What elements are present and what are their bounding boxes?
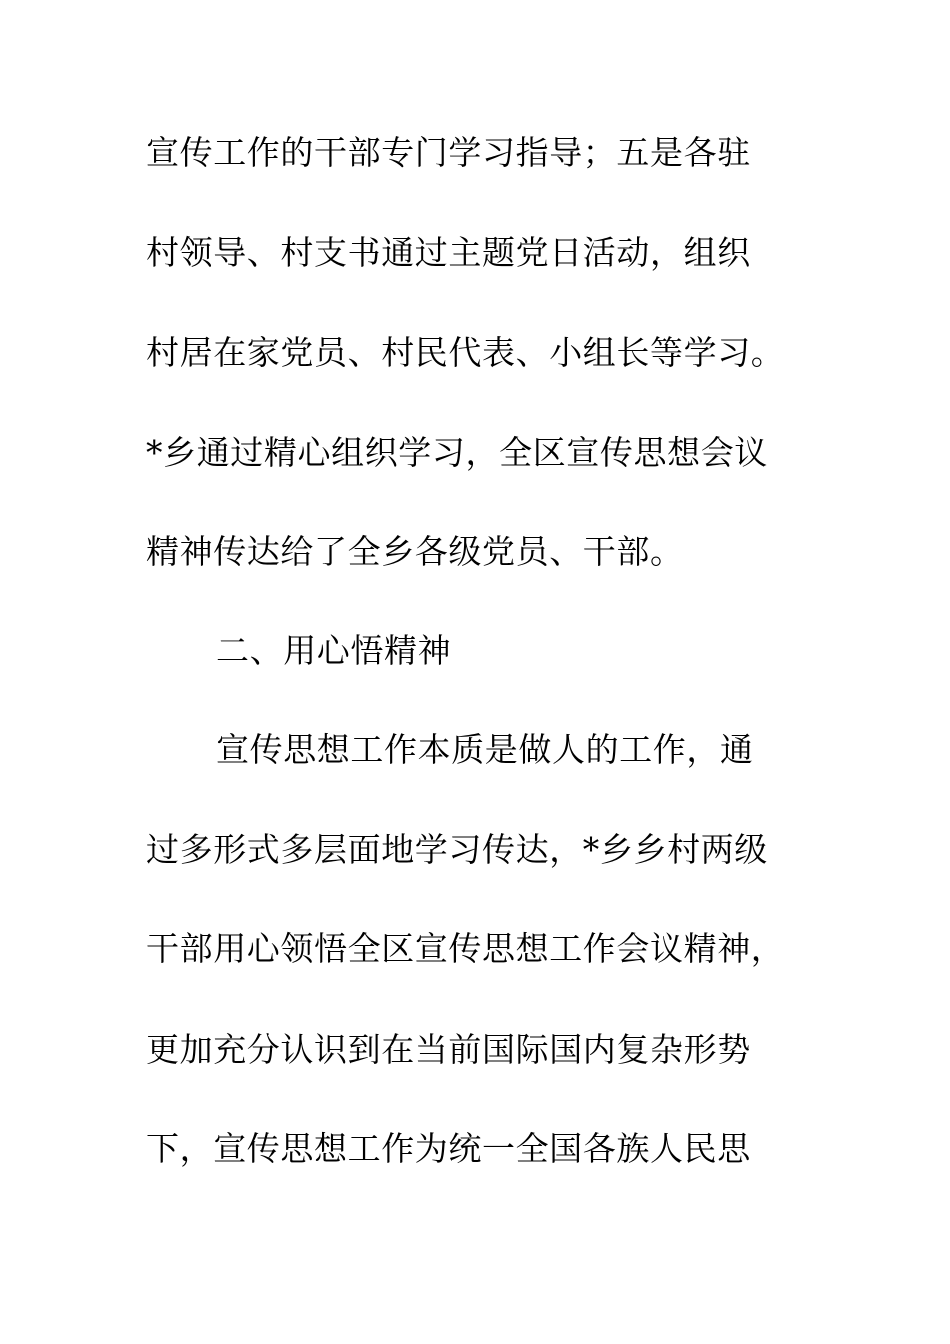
text-line: *乡通过精心组织学习，全区宣传思想会议 <box>146 433 768 472</box>
text-line: 干部用心领悟全区宣传思想工作会议精神， <box>146 929 785 968</box>
text-line: 精神传达给了全乡各级党员、干部。 <box>146 532 684 571</box>
text-line: 村居在家党员、村民代表、小组长等学习。 <box>146 333 785 372</box>
text-line: 更加充分认识到在当前国际国内复杂形势 <box>146 1030 751 1069</box>
text-line: 宣传思想工作本质是做人的工作，通 <box>216 730 754 769</box>
text-line: 过多形式多层面地学习传达，*乡乡村两级 <box>146 830 768 869</box>
section-heading: 二、用心悟精神 <box>216 631 452 670</box>
text-line: 宣传工作的干部专门学习指导；五是各驻 <box>146 133 751 172</box>
text-line: 下，宣传思想工作为统一全国各族人民思 <box>146 1129 751 1168</box>
text-line: 村领导、村支书通过主题党日活动，组织 <box>146 233 751 272</box>
